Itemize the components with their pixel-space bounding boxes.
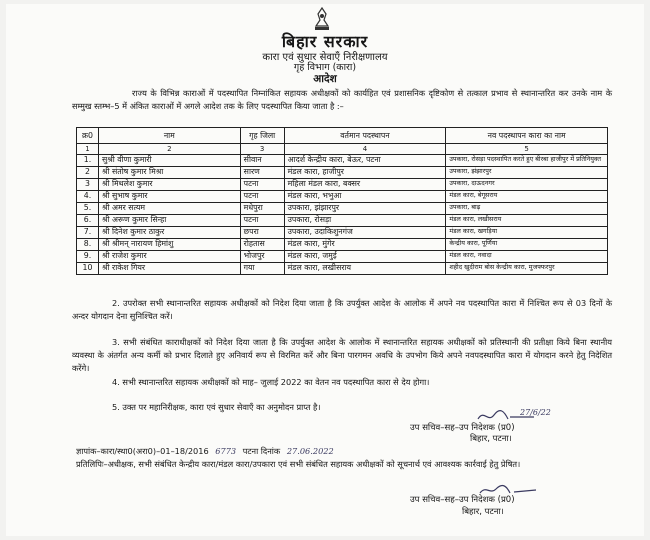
new-posting-cell: केन्द्रीय कारा, पूर्णिया: [446, 239, 608, 251]
table-row: [77, 227, 608, 239]
name-cell: सुश्री वीणा कुमारी: [98, 155, 240, 167]
table-row: [77, 239, 608, 251]
table-header-row: [77, 128, 608, 144]
new-posting-cell: उपकारा, रोसड़ा पदस्थापित करते हुए बीरबा हाजीपुर में प्रतिनियुक्त: [446, 155, 608, 167]
column-number-row: [77, 144, 608, 155]
district-cell: पटना: [240, 215, 284, 227]
serial-cell: 6.: [77, 215, 99, 227]
col-header-name: नाम: [98, 128, 240, 144]
point-4-paragraph: 4. सभी स्थानान्तरित सहायक अधीक्षकों को माह– जुलाई 2022 का वेतन नव पदस्थापित कारा से देय होगा।: [112, 377, 430, 387]
point-2-paragraph: 2. उपरोक्त सभी स्थानान्तरित सहायक अधीक्षकों को निदेश दिया जाता है कि उपर्युक्त आदेश के आलोक में अपने नव पदस्थापित कारा में निश्चित रूप से 03 दिनों के अन्दर योगदान देना सुनिश्चित करें।: [72, 298, 612, 321]
district-cell: गया: [240, 263, 284, 275]
copy-to-paragraph: प्रतिलिपिः–अधीक्षक, सभी संबंधित केन्द्रीय कारा/मंडल कारा/उपकारा एवं सभी संबंधित सहायक अधीक्षकों को सूचनार्थ एवं आवश्यक कार्रवाई हेतु प्रेषित।: [76, 459, 521, 469]
current-posting-cell: मंडल कारा, हाजीपुर: [284, 167, 446, 179]
current-posting-cell: आदर्श केन्द्रीय कारा, बेऊर, पटना: [284, 155, 446, 167]
table-row: [77, 167, 608, 179]
signatory-designation: उप सचिव–सह–उप निदेशक (प्र0): [410, 423, 515, 433]
name-cell: श्री दिनेश कुमार ठाकुर: [98, 227, 240, 239]
district-cell: छपरा: [240, 227, 284, 239]
signature-date: 27/6/22: [520, 408, 551, 417]
current-posting-cell: उपकारा, झंझारपुर: [284, 203, 446, 215]
current-posting-cell: मंडल कारा, जमुई: [284, 251, 446, 263]
memo-reference: [76, 446, 334, 457]
new-posting-cell: मंडल कारा, लखीसराय: [446, 215, 608, 227]
serial-cell: 9.: [77, 251, 99, 263]
col-header-new-posting: नव पदस्थापन कारा का नाम: [446, 128, 608, 144]
table-row: [77, 263, 608, 275]
serial-cell: 5.: [77, 203, 99, 215]
memo-date-value: 27.06.2022: [286, 446, 334, 456]
signatory-place-second: बिहार, पटना।: [462, 507, 504, 517]
serial-cell: 7.: [77, 227, 99, 239]
serial-cell: 2: [77, 167, 99, 179]
name-cell: श्री अरूण कुमार सिन्हा: [98, 215, 240, 227]
district-cell: पटना: [240, 191, 284, 203]
current-posting-cell: महिला मंडल कारा, बक्सर: [284, 179, 446, 191]
transfer-table: [76, 127, 608, 275]
name-cell: श्री मिथलेश कुमार: [98, 179, 240, 191]
point-5-paragraph: 5. उक्त पर महानिरीक्षक, कारा एवं सुधार सेवाएँ का अनुमोदन प्राप्त है।: [112, 402, 321, 412]
directorate-title: कारा एवं सुधार सेवाएँ निरीक्षणालय: [262, 52, 388, 63]
col-number: 1: [77, 144, 99, 155]
district-cell: भोजपुर: [240, 251, 284, 263]
new-posting-cell: उपकारा, बाढ़: [446, 203, 608, 215]
memo-ref-prefix: ज्ञापांक–कारा/स्था0(अरा0)–01–18/2016: [76, 446, 209, 456]
order-title: आदेश: [313, 73, 337, 85]
table-row: [77, 203, 608, 215]
name-cell: श्री राजेश कुमार: [98, 251, 240, 263]
new-posting-cell: मंडल कारा, बेगूसराय: [446, 191, 608, 203]
serial-cell: 4.: [77, 191, 99, 203]
new-posting-cell: उपकारा, दाऊदनगर: [446, 179, 608, 191]
district-cell: रोहतास: [240, 239, 284, 251]
col-header-home-district: गृह जिला: [240, 128, 284, 144]
col-number: 3: [240, 144, 284, 155]
government-title: बिहार सरकार: [281, 32, 369, 51]
name-cell: श्री संतोष कुमार मिश्रा: [98, 167, 240, 179]
serial-cell: 8.: [77, 239, 99, 251]
col-header-current-posting: वर्तमान पदस्थापन: [284, 128, 446, 144]
table-row: [77, 179, 608, 191]
col-number: 5: [446, 144, 608, 155]
table-row: [77, 191, 608, 203]
signatory-place: बिहार, पटना।: [470, 434, 512, 444]
district-cell: सीवान: [240, 155, 284, 167]
table-row: [77, 215, 608, 227]
current-posting-cell: उपकारा, रोसड़ा: [284, 215, 446, 227]
current-posting-cell: मंडल कारा, मुंगेर: [284, 239, 446, 251]
new-posting-cell: शहीद खुदीराम बोस केन्द्रीय कारा, मुजफ्फरपुर: [446, 263, 608, 275]
point-3-paragraph: 3. सभी संबंधित काराधीक्षकों को निदेश दिया जाता है कि उपर्युक्त आदेश के आलोक में स्थानान्तरित सहायक अधीक्षकों को प्रतिस्थानी की प्रतीक्षा किये बिना स्थानीय व्यवस्था के अंतर्गत अन्य कर्मी को प्रभार दिलाते हुए अनिवार्य रूप से विरमित करें और बिना पारगमन अवधि के उपभोग किये अपने नवपदस्थापित कारा में योगदान करने हेतु निदेशित करेंगे।: [72, 337, 612, 373]
name-cell: श्री सुभाष कुमार: [98, 191, 240, 203]
memo-ref-number: 6773: [215, 446, 237, 456]
new-posting-cell: मंडल कारा, नवादा: [446, 251, 608, 263]
new-posting-cell: मंडल कारा, खगड़िया: [446, 227, 608, 239]
district-cell: पटना: [240, 179, 284, 191]
table-row: [77, 155, 608, 167]
district-cell: सारण: [240, 167, 284, 179]
memo-date-label: पटना दिनांक: [242, 446, 281, 456]
col-number: 2: [98, 144, 240, 155]
district-cell: मधेपुरा: [240, 203, 284, 215]
col-number: 4: [284, 144, 446, 155]
new-posting-cell: उपकारा, झंझारपुर: [446, 167, 608, 179]
current-posting-cell: मंडल कारा, भभुआ: [284, 191, 446, 203]
name-cell: श्री राकेश गियर: [98, 263, 240, 275]
col-header-serial: क्र0: [77, 128, 99, 144]
serial-cell: 10: [77, 263, 99, 275]
serial-cell: 3: [77, 179, 99, 191]
serial-cell: 1.: [77, 155, 99, 167]
department-title: गृह विभाग (कारा): [293, 62, 357, 73]
name-cell: श्री श्रीमन् नारायण हिमांशु: [98, 239, 240, 251]
intro-paragraph: राज्य के विभिन्न काराओं में पदस्थापित निम्नांकित सहायक अधीक्षकों को कार्यहित एवं प्रशासनिक दृष्टिकोण से तत्काल प्रभाव से स्थानान्तरित कर उनके नाम के सम्मुख स्तम्भ–5 में अंकित काराओं में अगले आदेश तक के लिए पदस्थापित किया जाता है :–: [72, 88, 612, 111]
table-row: [77, 251, 608, 263]
signatory-designation-second: उप सचिव–सह–उप निदेशक (प्र0): [410, 495, 515, 505]
name-cell: श्री अमर सत्यम: [98, 203, 240, 215]
current-posting-cell: मंडल कारा, लखीसराय: [284, 263, 446, 275]
current-posting-cell: उपकारा, उदाकिशुनगंज: [284, 227, 446, 239]
